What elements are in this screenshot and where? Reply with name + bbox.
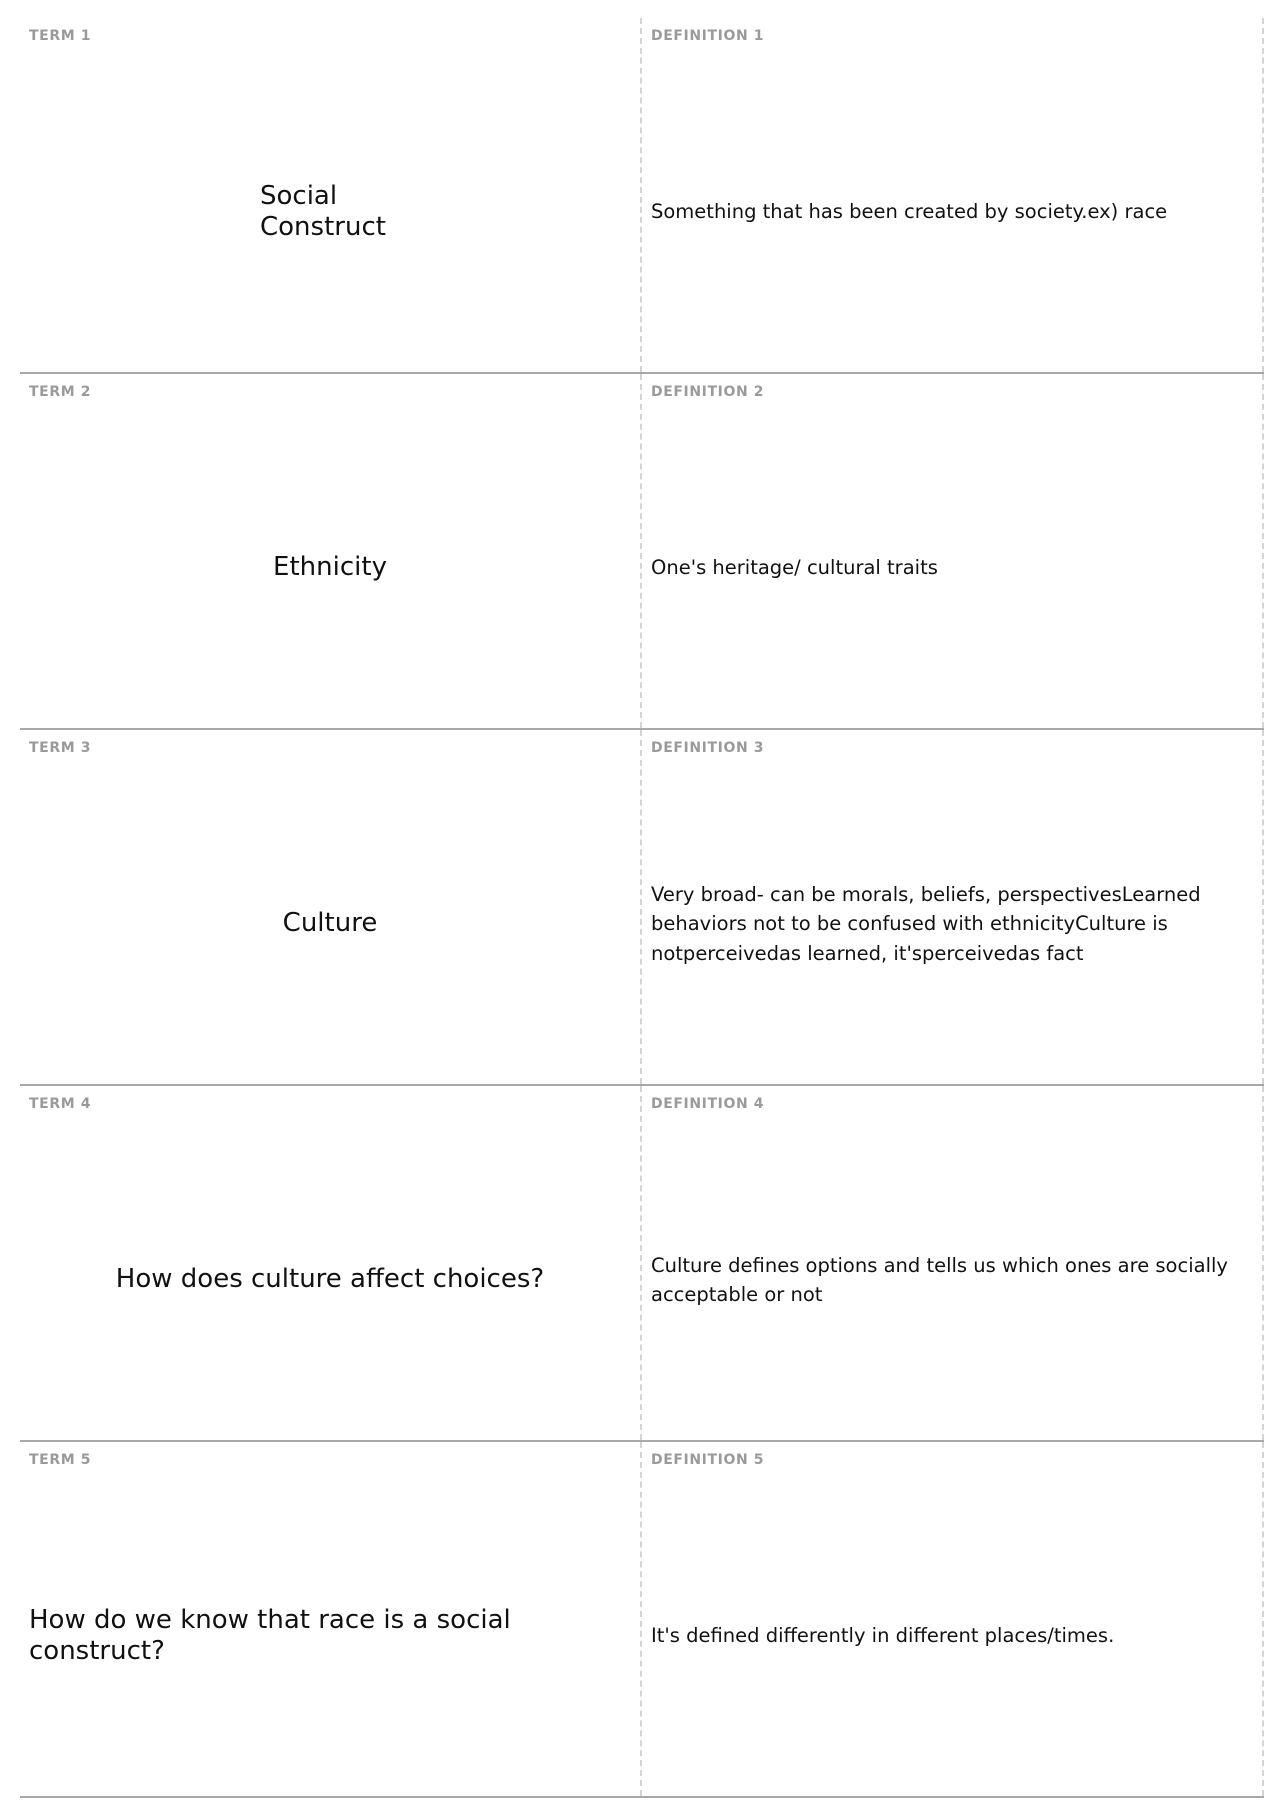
term-cell [20,730,642,1084]
definition-text: Culture defines options and tells us which ones are socially acceptable or not [651,1253,1228,1306]
definition-content [651,58,1248,366]
term-content [29,58,631,366]
term-content [29,1482,631,1790]
term-label: TERM 5 [29,1452,92,1468]
definition-text: One's heritage/ cultural traits [651,556,938,580]
definition-content [651,414,1248,722]
flashcard-row [20,374,1264,730]
definition-cell [642,374,1264,728]
definition-cell [642,1442,1264,1796]
flashcard-sheet [20,18,1264,1800]
term-text: How does culture affect choices? [115,1264,545,1295]
definition-text: Something that has been created by society.ex) race [651,200,1168,224]
term-content [29,770,631,1078]
definition-text: It's defined differently in different places/times. [651,1624,1115,1648]
term-cell [20,1086,642,1440]
definition-label: DEFINITION 1 [651,28,765,44]
definition-cell [642,1086,1264,1440]
definition-label: DEFINITION 3 [651,740,765,756]
term-label: TERM 2 [29,384,92,400]
term-label: TERM 1 [29,28,92,44]
term-text: Culture [282,908,378,939]
definition-text: Very broad- can be morals, beliefs, perspectivesLearned behaviors not to be confused with ethnicityCulture is notperceivedas learned, it'sperceivedas fact [651,883,1201,965]
term-text: Social Construct [260,180,386,242]
term-cell [20,1442,642,1796]
term-content [29,414,631,722]
definition-content [651,770,1248,1078]
flashcard-row [20,730,1264,1086]
definition-label: DEFINITION 5 [651,1452,765,1468]
definition-content [651,1482,1248,1790]
definition-cell [642,18,1264,372]
flashcard-row [20,1442,1264,1798]
term-text: Ethnicity [273,552,387,583]
definition-cell [642,730,1264,1084]
term-label: TERM 4 [29,1096,92,1112]
term-text: How do we know that race is a social construct? [29,1604,511,1666]
definition-label: DEFINITION 2 [651,384,765,400]
flashcard-row [20,18,1264,374]
term-content [29,1126,631,1434]
definition-content [651,1126,1248,1434]
term-cell [20,374,642,728]
term-cell [20,18,642,372]
flashcard-row [20,1086,1264,1442]
term-label: TERM 3 [29,740,92,756]
definition-label: DEFINITION 4 [651,1096,765,1112]
